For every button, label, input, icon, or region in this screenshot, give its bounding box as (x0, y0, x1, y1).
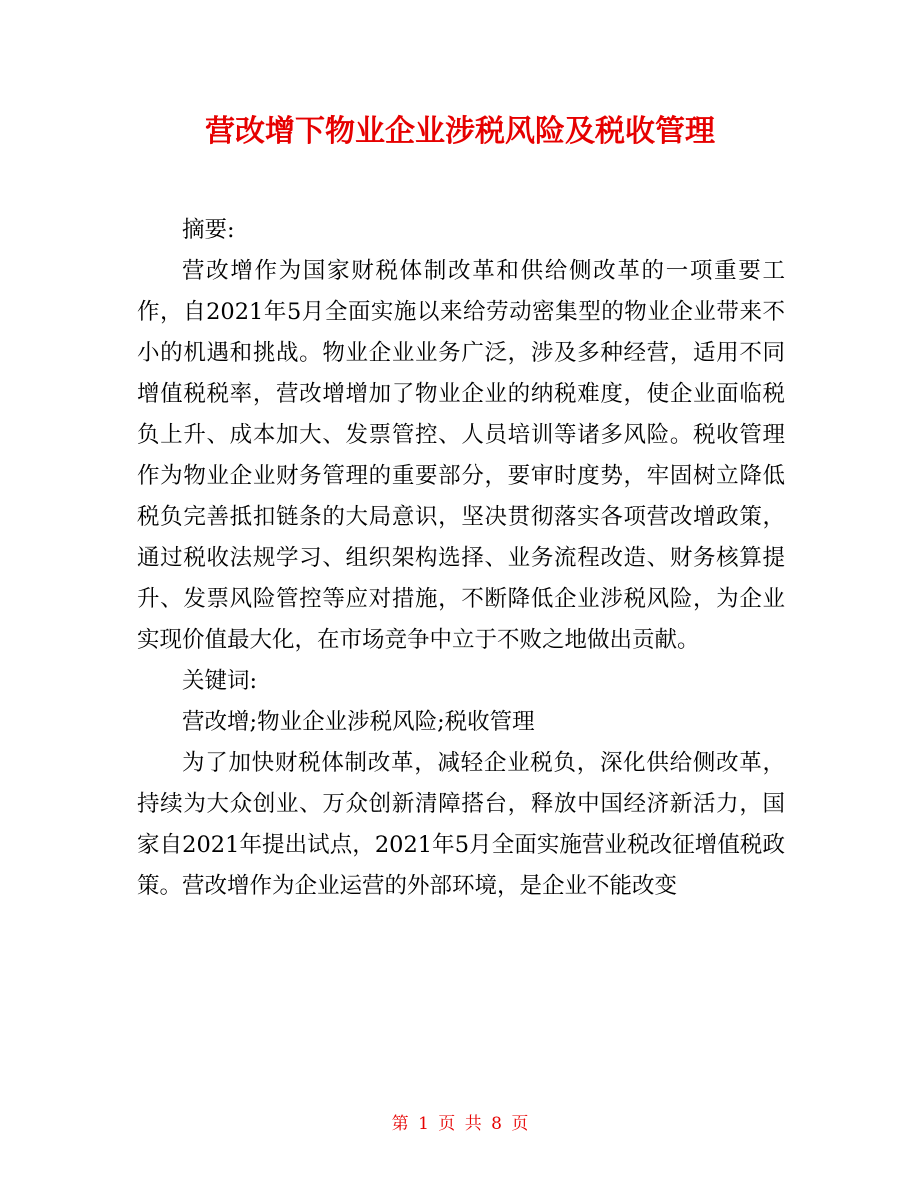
document-title: 营改增下物业企业涉税风险及税收管理 (205, 114, 715, 149)
keywords-paragraph: 营改增;物业企业涉税风险;税收管理 (182, 709, 535, 735)
abstract-label: 摘要: (182, 217, 235, 243)
intro-paragraph: 为了加快财税体制改革，减轻企业税负，深化供给侧改革，持续为大众创业、万众创新清障搭台，释放中国经济新活力，国家自2021年提出试点，2021年5月全面实施营业税改征增值税政策。营改增作为企业运营的外部环境，是企业不能改变 (137, 750, 785, 899)
abstract-paragraph: 营改增作为国家财税体制改革和供给侧改革的一项重要工作，自2021年5月全面实施以来给劳动密集型的物业企业带来不小的机遇和挑战。物业企业业务广泛，涉及多种经营，适用不同增值税税率，营改增增加了物业企业的纳税难度，使企业面临税负上升、成本加大、发票管控、人员培训等诸多风险。税收管理作为物业企业财务管理的重要部分，要审时度势，牢固树立降低税负完善抵扣链条的大局意识，坚决贯彻落实各项营改增政策，通过税收法规学习、组织架构选择、业务流程改造、财务核算提升、发票风险管控等应对措施，不断降低企业涉税风险，为企业实现价值最大化，在市场竞争中立于不败之地做出贡献。 (137, 258, 785, 653)
keywords-label: 关键词: (182, 668, 258, 694)
document-body (137, 210, 785, 907)
page-number-footer: 第 1 页 共 8 页 (391, 1114, 529, 1134)
